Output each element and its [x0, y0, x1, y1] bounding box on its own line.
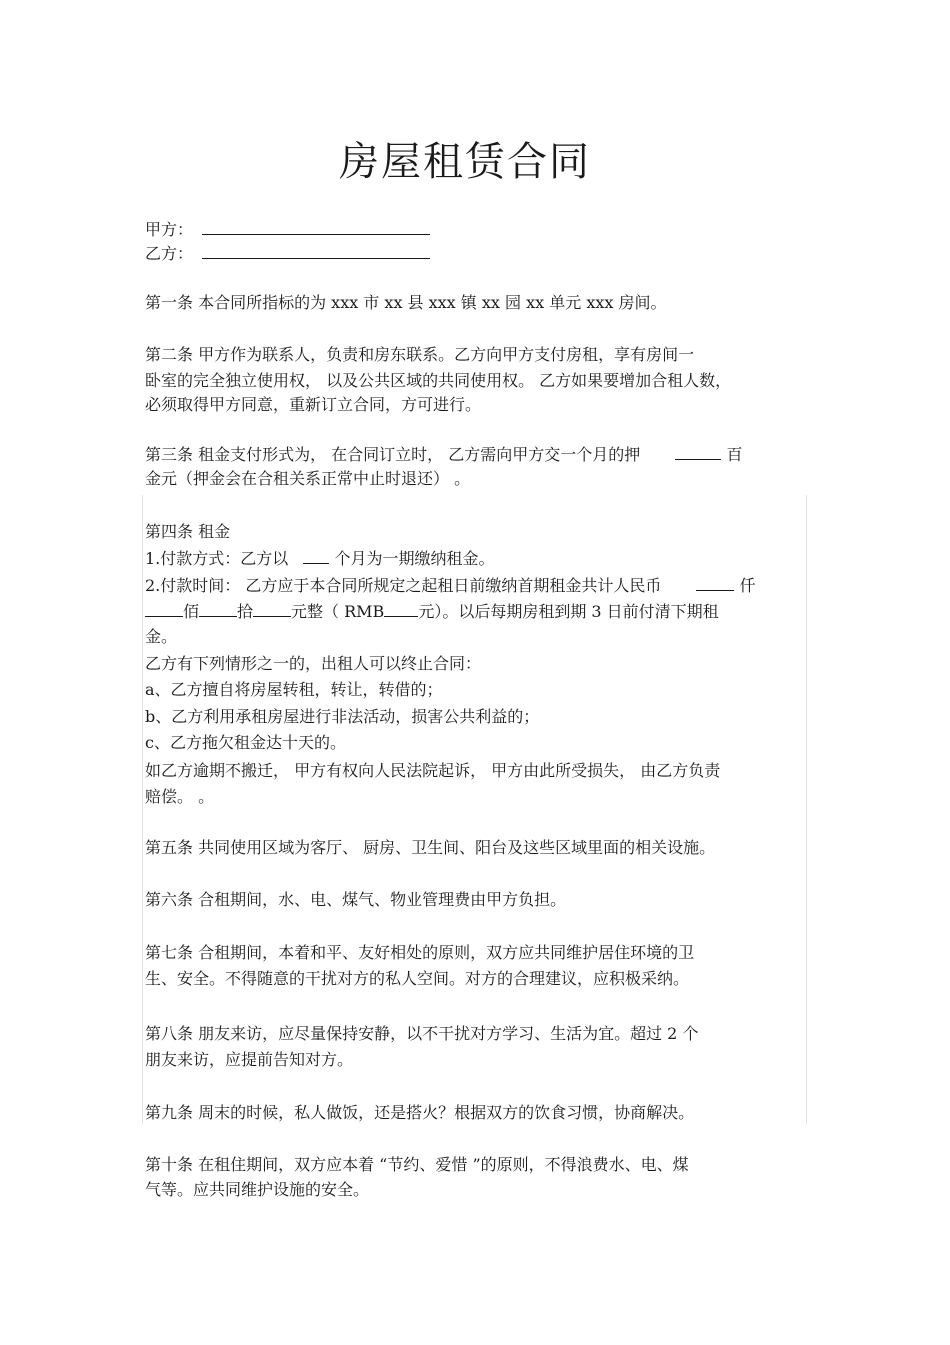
- article-7-line-2: 生、安全。不得随意的干扰对方的私人空间。对方的合理建议，应积极采纳。: [145, 969, 690, 988]
- frame-border-left: [142, 495, 143, 1125]
- party-b-label: 乙方：: [145, 244, 194, 263]
- amount-hundred-blank: [145, 601, 183, 617]
- article-2-line-2: 卧室的完全独立使用权， 以及公共区域的共同使用权。 乙方如果要增加合租人数，: [145, 371, 732, 390]
- unit-hundred: 佰: [183, 602, 200, 621]
- party-b-line: [145, 242, 430, 266]
- article-6: 第六条 合租期间，水、电、煤气、物业管理费由甲方负担。: [145, 890, 567, 909]
- article-10-line-1: 第十条 在租住期间，双方应本着 “节约、爱惜 ”的原则，不得浪费水、电、煤: [145, 1155, 689, 1174]
- pay-time-text: 2.付款时间： 乙方应于本合同所规定之起租日前缴纳首期租金共计人民币: [145, 576, 662, 595]
- deposit-blank: [675, 444, 721, 460]
- terminate-item-c: c、乙方拖欠租金达十天的。: [145, 733, 346, 752]
- party-a-blank: [202, 219, 430, 235]
- amount-rmb-blank: [384, 601, 418, 617]
- terminate-intro: 乙方有下列情形之一的，出租人可以终止合同：: [145, 654, 482, 673]
- terminate-item-b: b、乙方利用承租房屋进行非法活动，损害公共利益的；: [145, 707, 540, 726]
- article-4-pay-method: [145, 547, 494, 571]
- unit-thousand: 仟: [739, 576, 756, 595]
- article-1: 第一条 本合同所指标的为 xxx 市 xx 县 xxx 镇 xx 园 xx 单元 xxx 房间。: [145, 293, 667, 312]
- overdue-line-2: 赔偿。 。: [145, 787, 215, 806]
- article-3-line-1: [145, 443, 742, 467]
- unit-ten: 拾: [237, 602, 254, 621]
- article-3-line-2: 金元（押金会在合租关系正常中止时退还） 。: [145, 469, 471, 488]
- article-8-line-2: 朋友来访，应提前告知对方。: [145, 1050, 354, 1069]
- pay-time-rest: 元）。以后每期房租到期 3 日前付清下期租: [418, 602, 719, 621]
- pay-period-blank: [303, 548, 329, 564]
- article-5: 第五条 共同使用区域为客厅、 厨房、卫生间、阳台及这些区域里面的相关设施。: [145, 838, 716, 857]
- article-8-line-1: 第八条 朋友来访，应尽量保持安静，以不干扰对方学习、生活为宜。超过 2 个: [145, 1024, 699, 1043]
- article-3-text: 第三条 租金支付形式为， 在合同订立时， 乙方需向甲方交一个月的押: [145, 445, 641, 464]
- terminate-item-a: a、乙方擅自将房屋转租，转让，转借的；: [145, 680, 443, 699]
- pay-method-text: 1.付款方式：乙方以: [145, 549, 289, 568]
- article-2-line-3: 必须取得甲方同意，重新订立合同，方可进行。: [145, 395, 482, 414]
- article-3-unit: 百: [726, 445, 743, 464]
- amount-thousand-blank: [696, 575, 734, 591]
- unit-yuan: 元整（ RMB: [291, 602, 385, 621]
- amount-ten-blank: [199, 601, 237, 617]
- article-9: 第九条 周末的时候，私人做饭，还是搭火？根据双方的饮食习惯，协商解决。: [145, 1103, 695, 1122]
- article-7-line-1: 第七条 合租期间，本着和平、友好相处的原则，双方应共同维护居住环境的卫: [145, 943, 695, 962]
- contract-title: 房屋租赁合同: [339, 139, 591, 185]
- pay-method-text-2: 个月为一期缴纳租金。: [334, 549, 495, 568]
- article-10-line-2: 气等。应共同维护设施的安全。: [145, 1180, 370, 1199]
- article-2-line-1: 第二条 甲方作为联系人，负责和房东联系。乙方向甲方支付房租，享有房间一: [145, 345, 695, 364]
- article-4-pay-time-line-2: [145, 600, 719, 624]
- amount-yuan-blank: [253, 601, 291, 617]
- article-4-heading: 第四条 租金: [145, 522, 231, 541]
- frame-border-right: [806, 495, 807, 1125]
- party-b-blank: [202, 243, 430, 259]
- article-4-pay-time-line-3: 金。: [145, 627, 178, 646]
- overdue-line-1: 如乙方逾期不搬迁， 甲方有权向人民法院起诉， 甲方由此所受损失， 由乙方负责: [145, 761, 721, 780]
- article-4-pay-time-line-1: [145, 574, 756, 598]
- party-a-label: 甲方：: [145, 220, 194, 239]
- party-a-line: [145, 218, 430, 242]
